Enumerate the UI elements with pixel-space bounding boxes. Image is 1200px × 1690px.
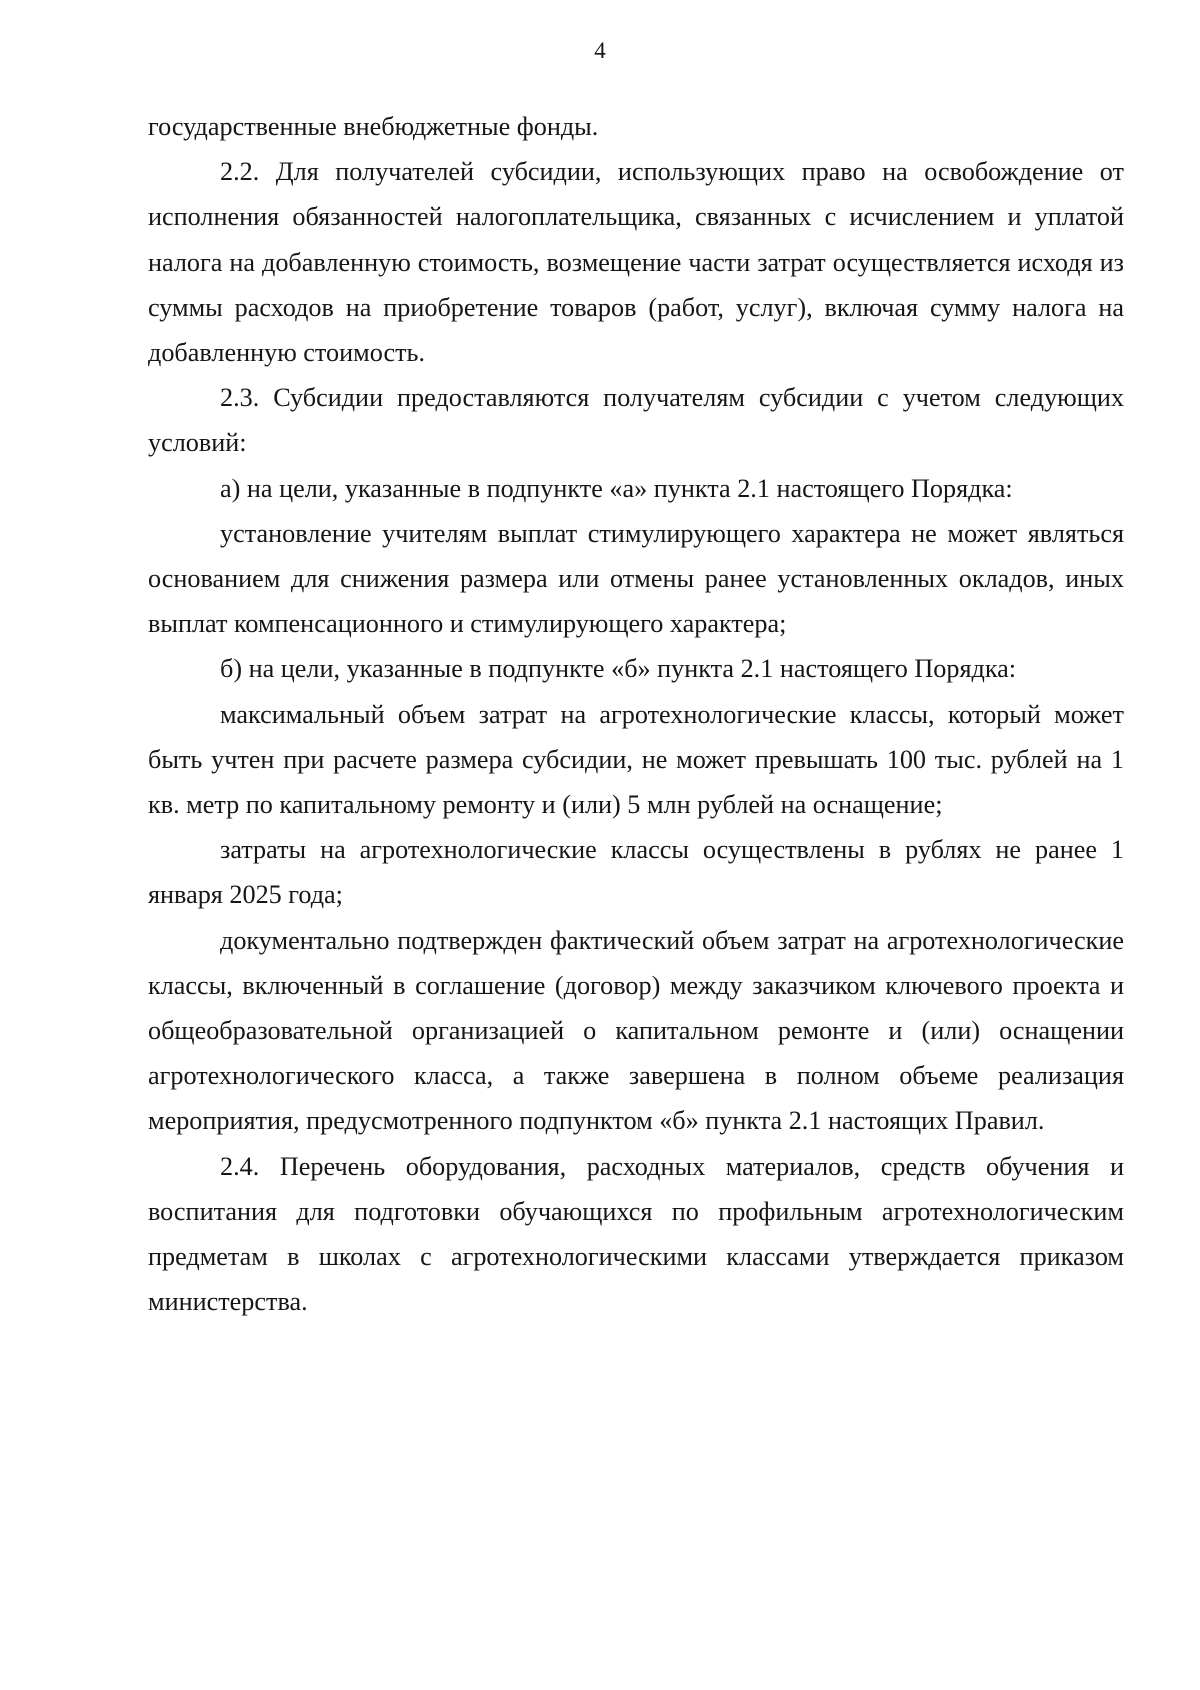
paragraph-condition-documented: документально подтвержден фактический объем затрат на агротехнологические классы, включенный в соглашение (договор) между заказчиком ключевого проекта и общеобразовательной организацией о капитальном ремонте и (или) оснащении агротехнологического класса, а также завершена в полном объеме реализация мероприятия, предусмотренного подпунктом «б» пункта 2.1 настоящих Правил. — [148, 925, 1124, 1136]
paragraph-2-4: 2.4. Перечень оборудования, расходных материалов, средств обучения и воспитания для подготовки обучающихся по профильным агротехнологическим предметам в школах с агротехнологическими классами утверждается приказом министерства. — [148, 1151, 1124, 1317]
paragraph-condition-teachers: установление учителям выплат стимулирующего характера не может являться основанием для снижения размера или отмены ранее установленных окладов, иных выплат компенсационного и стимулирующего характера; — [148, 518, 1124, 639]
paragraph-subpoint-b: б) на цели, указанные в подпункте «б» пункта 2.1 настоящего Порядка: — [220, 654, 1017, 684]
page-number: 4 — [594, 38, 606, 63]
paragraph-2-2: 2.2. Для получателей субсидии, использующих право на освобождение от исполнения обязанностей налогоплательщика, связанных с исчислением и уплатой налога на добавленную стоимость, возмещение части затрат осуществляется исходя из суммы расходов на приобретение товаров (работ, услуг), включая сумму налога на добавленную стоимость. — [148, 157, 1124, 368]
document-body — [148, 104, 1124, 1324]
paragraph-subpoint-a: а) на цели, указанные в подпункте «а» пункта 2.1 настоящего Порядка: — [220, 473, 1013, 503]
paragraph-continuation: государственные внебюджетные фонды. — [148, 112, 599, 141]
paragraph-condition-date: затраты на агротехнологические классы осуществлены в рублях не ранее 1 января 2025 года; — [148, 835, 1124, 910]
paragraph-2-3: 2.3. Субсидии предоставляются получателям субсидии с учетом следующих условий: — [148, 383, 1124, 458]
paragraph-condition-max-costs: максимальный объем затрат на агротехнологические классы, который может быть учтен при расчете размера субсидии, не может превышать 100 тыс. рублей на 1 кв. метр по капитальному ремонту и (или) 5 млн рублей на оснащение; — [148, 699, 1124, 820]
